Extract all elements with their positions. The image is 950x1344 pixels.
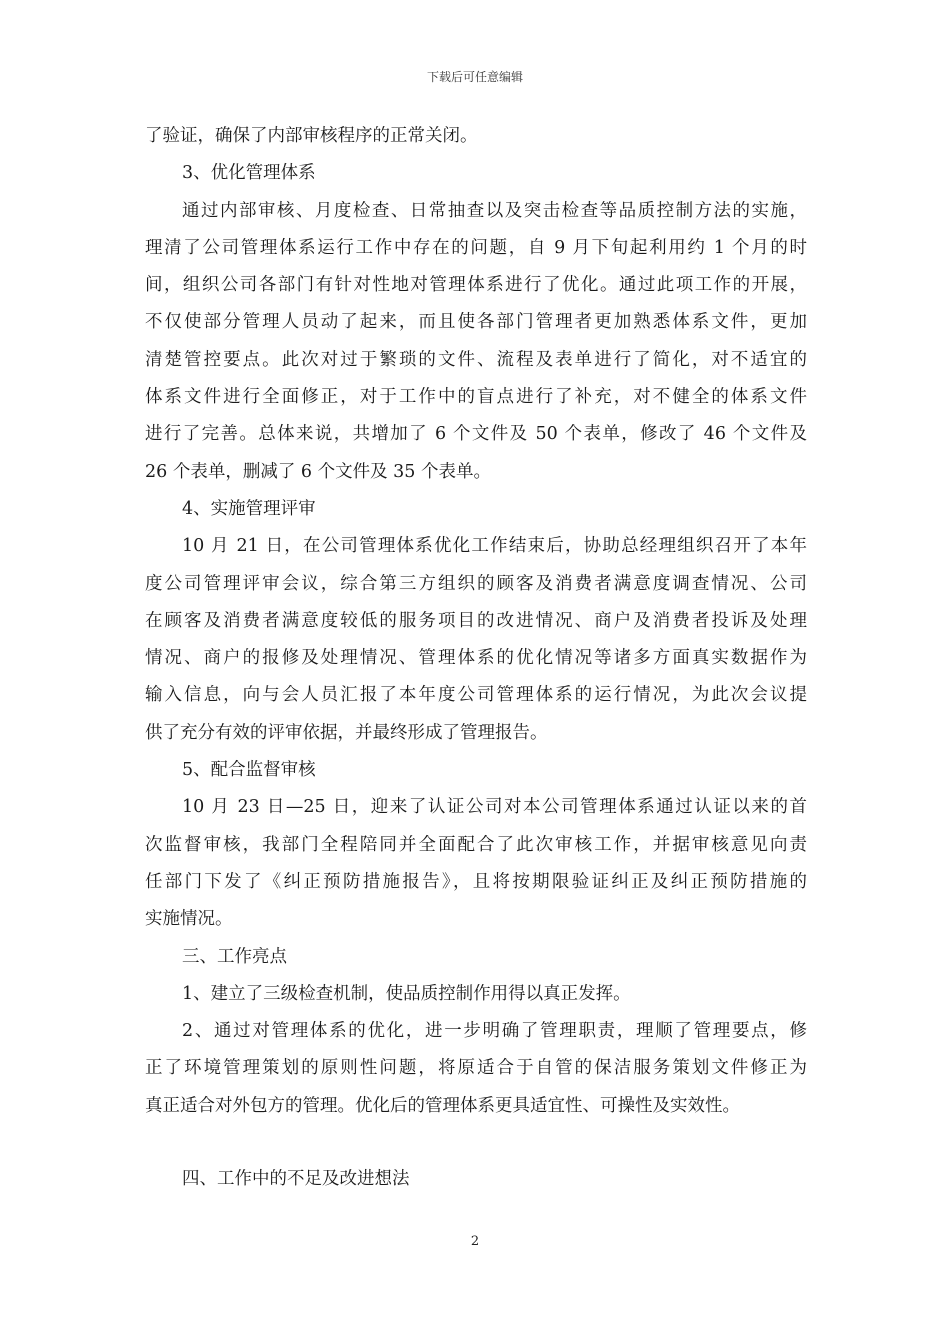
section-heading: 3、优化管理体系: [182, 163, 316, 184]
text-line: 正了环境管理策划的原则性问题，将原适合于自管的保洁服务策划文件修正为: [145, 1058, 807, 1079]
text-line: 情况、商户的报修及处理情况、管理体系的优化情况等诸多方面真实数据作为: [145, 648, 807, 669]
text-line: 体系文件进行全面修正，对于工作中的盲点进行了补充，对不健全的体系文件: [145, 387, 807, 408]
text-line: 进行了完善。总体来说，共增加了 6 个文件及 50 个表单，修改了 46 个文件及: [145, 424, 807, 445]
section-heading: 四、工作中的不足及改进想法: [182, 1169, 410, 1190]
text-line: 不仅使部分管理人员动了起来，而且使各部门管理者更加熟悉体系文件，更加: [145, 312, 807, 333]
page-header: 下载后可任意编辑: [426, 70, 523, 84]
text-line: 任部门下发了《纠正预防措施报告》，且将按期限验证纠正及纠正预防措施的: [145, 871, 807, 892]
text-line: 实施情况。: [145, 909, 233, 930]
body-text: [145, 118, 807, 1198]
text-line: 理清了公司管理体系运行工作中存在的问题，自 9 月下旬起利用约 1 个月的时: [145, 237, 807, 258]
text-line: 10 月 23 日—25 日，迎来了认证公司对本公司管理体系通过认证以来的首: [182, 797, 807, 818]
text-line: 10 月 21 日，在公司管理体系优化工作结束后，协助总经理组织召开了本年: [182, 536, 807, 557]
text-line: 在顾客及消费者满意度较低的服务项目的改进情况、商户及消费者投诉及处理: [145, 610, 807, 631]
text-line: 通过内部审核、月度检查、日常抽查以及突击检查等品质控制方法的实施，: [182, 200, 807, 221]
text-line: 1、建立了三级检查机制，使品质控制作用得以真正发挥。: [182, 983, 631, 1004]
page-number: 2: [470, 1234, 480, 1249]
text-line: 间，组织公司各部门有针对性地对管理体系进行了优化。通过此项工作的开展，: [145, 275, 807, 296]
text-line: 次监督审核，我部门全程陪同并全面配合了此次审核工作，并据审核意见向责: [145, 834, 807, 855]
section-heading: 4、实施管理评审: [182, 498, 316, 519]
text-line: 清楚管控要点。此次对过于繁琐的文件、流程及表单进行了简化，对不适宜的: [145, 349, 807, 370]
text-line: 26 个表单，删减了 6 个文件及 35 个表单。: [145, 461, 491, 482]
section-heading: 5、配合监督审核: [182, 760, 316, 781]
text-line: 度公司管理评审会议，综合第三方组织的顾客及消费者满意度调查情况、公司: [145, 573, 807, 594]
text-line: 真正适合对外包方的管理。优化后的管理体系更具适宜性、可操性及实效性。: [145, 1095, 740, 1116]
paragraph-gap: [145, 1125, 807, 1161]
text-line: 供了充分有效的评审依据，并最终形成了管理报告。: [145, 722, 548, 743]
text-line: 了验证，确保了内部审核程序的正常关闭。: [145, 126, 478, 146]
text-line: 输入信息，向与会人员汇报了本年度公司管理体系的运行情况，为此次会议提: [145, 685, 807, 706]
text-line: 2、通过对管理体系的优化，进一步明确了管理职责，理顺了管理要点，修: [182, 1021, 807, 1042]
section-heading: 三、工作亮点: [182, 946, 287, 967]
